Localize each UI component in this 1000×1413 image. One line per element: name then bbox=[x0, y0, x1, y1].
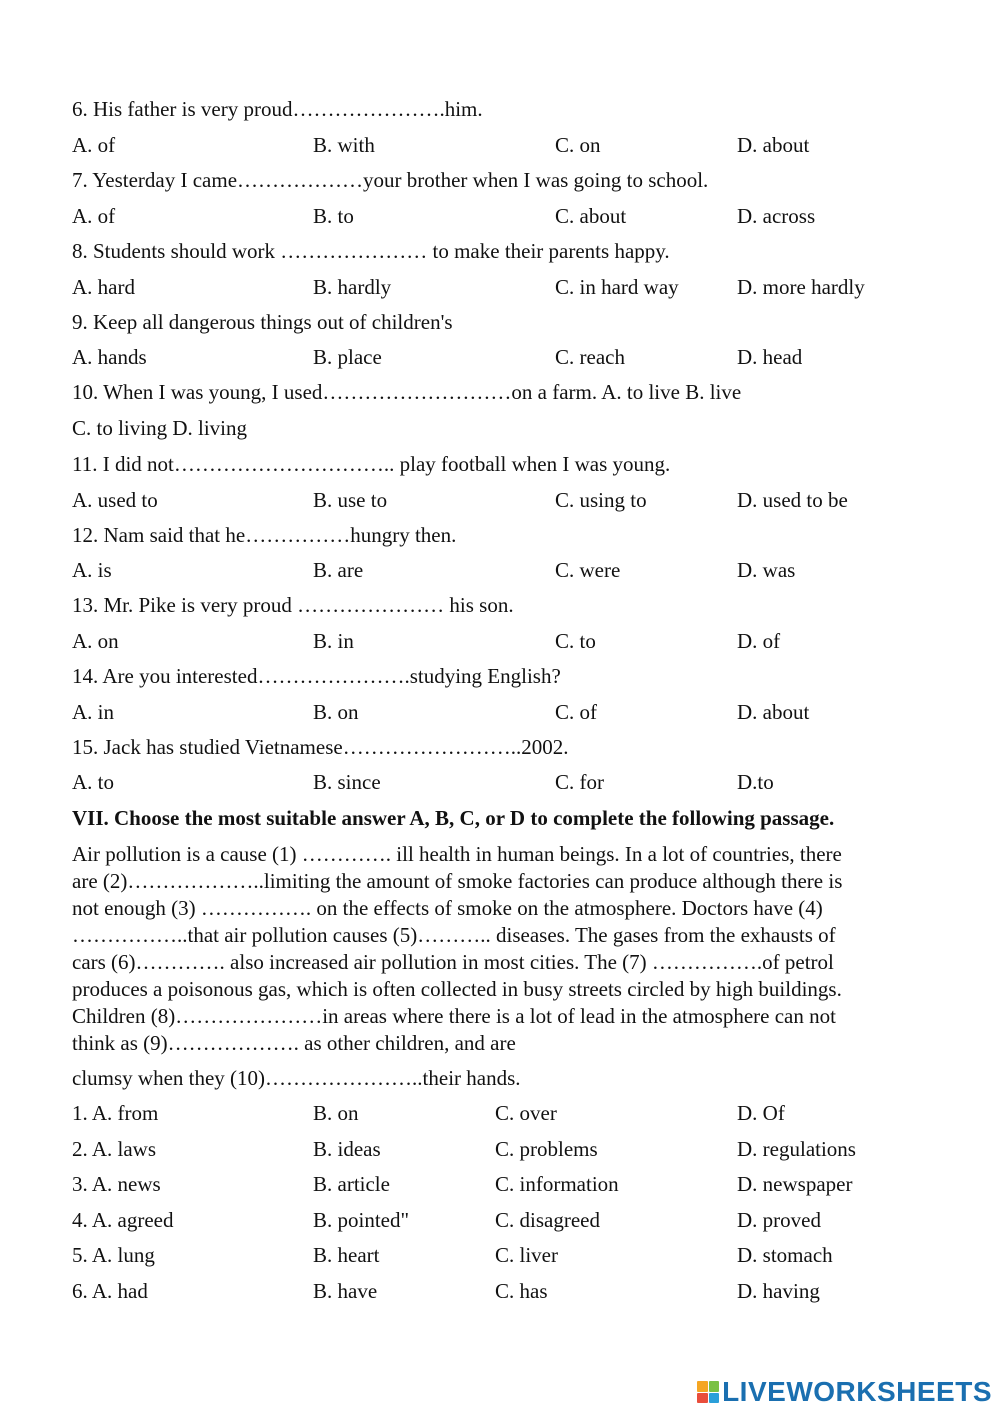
passage-line: ……………..that air pollution causes (5)……….. diseases. The gases from the exhausts of bbox=[72, 923, 836, 947]
passage-q5-option-a[interactable]: 5. A. lung bbox=[72, 1243, 155, 1267]
question-13-stem: 13. Mr. Pike is very proud ………………… his son. bbox=[72, 593, 514, 617]
passage-q5-option-d[interactable]: D. stomach bbox=[737, 1243, 833, 1267]
passage-q2-option-d[interactable]: D. regulations bbox=[737, 1137, 856, 1161]
question-13-option-d[interactable]: D. of bbox=[737, 629, 781, 653]
question-8-option-a[interactable]: A. hard bbox=[72, 275, 135, 299]
passage-q2-option-b[interactable]: B. ideas bbox=[313, 1137, 381, 1161]
question-15-option-d[interactable]: D.to bbox=[737, 770, 774, 794]
passage-q1-option-a[interactable]: 1. A. from bbox=[72, 1101, 159, 1125]
question-10-stem-continued: C. to living D. living bbox=[72, 416, 248, 440]
question-11-option-d[interactable]: D. used to be bbox=[737, 488, 848, 512]
passage-q3-option-b[interactable]: B. article bbox=[313, 1172, 390, 1196]
question-8-option-c[interactable]: C. in hard way bbox=[555, 275, 679, 299]
section-heading: VII. Choose the most suitable answer A, B, C, or D to complete the following passage. bbox=[72, 806, 835, 830]
question-12-stem: 12. Nam said that he……………hungry then. bbox=[72, 523, 457, 547]
liveworksheets-logo-icon bbox=[697, 1381, 719, 1403]
question-14-option-a[interactable]: A. in bbox=[72, 700, 114, 724]
question-10-stem: 10. When I was young, I used………………………on a farm. A. to live B. live bbox=[72, 380, 742, 404]
passage-q4-option-b[interactable]: B. pointed" bbox=[313, 1208, 410, 1232]
passage-q6-option-c[interactable]: C. has bbox=[495, 1279, 548, 1303]
question-15-stem: 15. Jack has studied Vietnamese……………………..2002. bbox=[72, 735, 569, 759]
passage-q2-option-a[interactable]: 2. A. laws bbox=[72, 1137, 156, 1161]
question-6-option-a[interactable]: A. of bbox=[72, 133, 116, 157]
liveworksheets-logo-text: LIVEWORKSHEETS bbox=[722, 1376, 992, 1407]
question-14-option-b[interactable]: B. on bbox=[313, 700, 359, 724]
question-12-option-a[interactable]: A. is bbox=[72, 558, 112, 582]
question-12-option-b[interactable]: B. are bbox=[313, 558, 364, 582]
question-12-option-d[interactable]: D. was bbox=[737, 558, 796, 582]
passage-last-line: clumsy when they (10)…………………..their hands. bbox=[72, 1066, 521, 1090]
question-7-option-d[interactable]: D. across bbox=[737, 204, 816, 228]
liveworksheets-logo bbox=[697, 1377, 992, 1407]
question-9-option-d[interactable]: D. head bbox=[737, 345, 803, 369]
question-9-option-b[interactable]: B. place bbox=[313, 345, 382, 369]
question-14-stem: 14. Are you interested………………….studying English? bbox=[72, 664, 561, 688]
question-8-stem: 8. Students should work ………………… to make their parents happy. bbox=[72, 239, 670, 263]
passage-q3-option-c[interactable]: C. information bbox=[495, 1172, 619, 1196]
passage-line: cars (6)…………. also increased air pollution in most cities. The (7) …………….of petrol bbox=[72, 950, 834, 974]
passage-line: produces a poisonous gas, which is often collected in busy streets circled by high buildings. bbox=[72, 977, 842, 1001]
passage-q4-option-c[interactable]: C. disagreed bbox=[495, 1208, 600, 1232]
passage-q5-option-b[interactable]: B. heart bbox=[313, 1243, 380, 1267]
question-13-option-b[interactable]: B. in bbox=[313, 629, 354, 653]
question-11-stem: 11. I did not………………………….. play football when I was young. bbox=[72, 452, 671, 476]
question-11-option-c[interactable]: C. using to bbox=[555, 488, 647, 512]
question-6-option-b[interactable]: B. with bbox=[313, 133, 375, 157]
question-8-option-d[interactable]: D. more hardly bbox=[737, 275, 865, 299]
passage-q4-option-a[interactable]: 4. A. agreed bbox=[72, 1208, 174, 1232]
reading-passage bbox=[72, 841, 938, 1057]
passage-q5-option-c[interactable]: C. liver bbox=[495, 1243, 558, 1267]
question-12-option-c[interactable]: C. were bbox=[555, 558, 621, 582]
question-9-stem: 9. Keep all dangerous things out of children's bbox=[72, 310, 453, 334]
question-7-option-b[interactable]: B. to bbox=[313, 204, 354, 228]
passage-q6-option-a[interactable]: 6. A. had bbox=[72, 1279, 148, 1303]
passage-q3-option-d[interactable]: D. newspaper bbox=[737, 1172, 853, 1196]
question-11-option-a[interactable]: A. used to bbox=[72, 488, 158, 512]
question-14-option-d[interactable]: D. about bbox=[737, 700, 810, 724]
question-14-option-c[interactable]: C. of bbox=[555, 700, 597, 724]
passage-q6-option-b[interactable]: B. have bbox=[313, 1279, 378, 1303]
question-6-option-d[interactable]: D. about bbox=[737, 133, 810, 157]
question-15-option-a[interactable]: A. to bbox=[72, 770, 114, 794]
question-15-option-c[interactable]: C. for bbox=[555, 770, 604, 794]
question-15-option-b[interactable]: B. since bbox=[313, 770, 381, 794]
passage-q6-option-d[interactable]: D. having bbox=[737, 1279, 820, 1303]
passage-q4-option-d[interactable]: D. proved bbox=[737, 1208, 821, 1232]
question-6-stem: 6. His father is very proud………………….him. bbox=[72, 97, 483, 121]
passage-line: are (2)………………..limiting the amount of smoke factories can produce although there is bbox=[72, 869, 843, 893]
question-11-option-b[interactable]: B. use to bbox=[313, 488, 388, 512]
question-6-option-c[interactable]: C. on bbox=[555, 133, 601, 157]
question-13-option-c[interactable]: C. to bbox=[555, 629, 596, 653]
question-8-option-b[interactable]: B. hardly bbox=[313, 275, 392, 299]
passage-q1-option-d[interactable]: D. Of bbox=[737, 1101, 785, 1125]
passage-line: Children (8)…………………in areas where there is a lot of lead in the atmosphere can not bbox=[72, 1004, 836, 1028]
question-13-option-a[interactable]: A. on bbox=[72, 629, 119, 653]
question-7-stem: 7. Yesterday I came………………your brother when I was going to school. bbox=[72, 168, 709, 192]
question-9-option-c[interactable]: C. reach bbox=[555, 345, 625, 369]
passage-line: think as (9)………………. as other children, and are bbox=[72, 1031, 516, 1055]
passage-line: Air pollution is a cause (1) …………. ill health in human beings. In a lot of countries, there bbox=[72, 842, 842, 866]
question-7-option-c[interactable]: C. about bbox=[555, 204, 627, 228]
question-7-option-a[interactable]: A. of bbox=[72, 204, 116, 228]
passage-q1-option-c[interactable]: C. over bbox=[495, 1101, 557, 1125]
passage-line: not enough (3) ……………. on the effects of smoke on the atmosphere. Doctors have (4) bbox=[72, 896, 823, 920]
passage-q3-option-a[interactable]: 3. A. news bbox=[72, 1172, 161, 1196]
passage-q2-option-c[interactable]: C. problems bbox=[495, 1137, 598, 1161]
question-9-option-a[interactable]: A. hands bbox=[72, 345, 147, 369]
passage-q1-option-b[interactable]: B. on bbox=[313, 1101, 359, 1125]
